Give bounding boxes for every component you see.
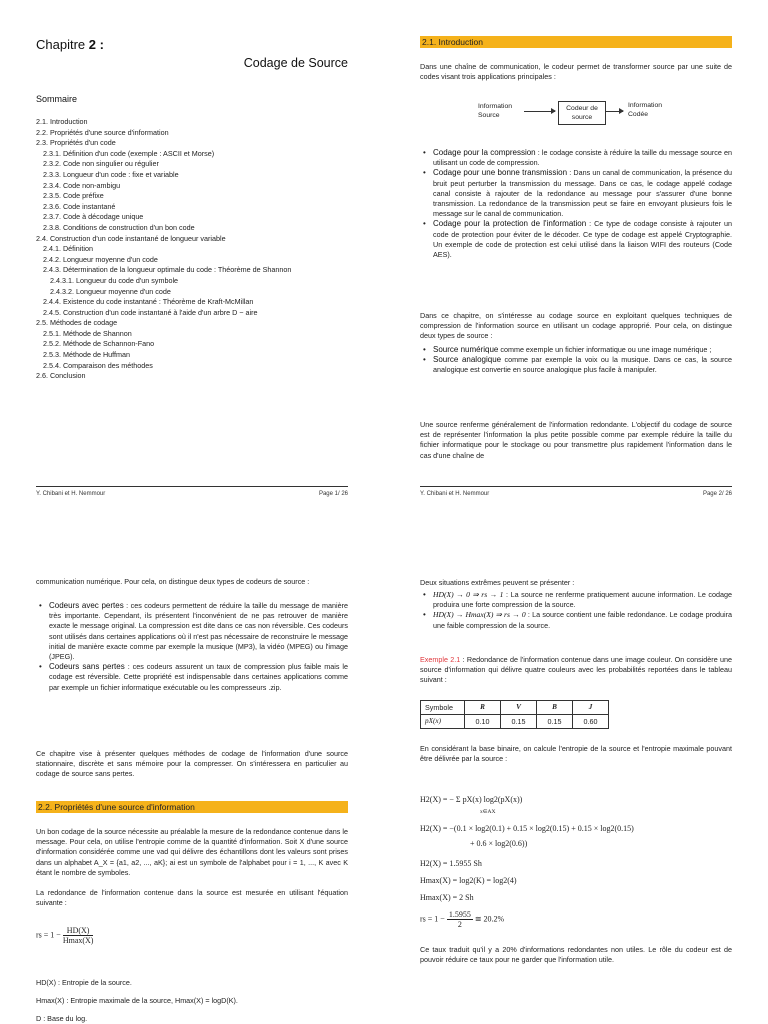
list-item xyxy=(36,662,348,693)
list-item xyxy=(420,610,732,630)
table-header-symbol: Symbole xyxy=(421,701,465,715)
extremes-intro: Deux situations extrêmes peuvent se présenter : xyxy=(420,578,575,587)
toc-entry: 2.1. Introduction xyxy=(36,117,88,126)
equation-denominator: Hmax(X) xyxy=(62,936,94,945)
max-entropy-formula: Hmax(X) = log2(K) = log2(4) xyxy=(420,876,517,885)
application-list xyxy=(420,148,732,260)
footer-divider xyxy=(420,486,732,487)
toc-entry: 2.6. Conclusion xyxy=(36,371,86,381)
toc-entry: 2.4.2. Longueur moyenne d'un code xyxy=(43,254,158,264)
entropy-intro-paragraph: Un bon codage de la source nécessite au préalable la mesure de la redondance contenue dans le message. Pour cela, on utilise l'entropie comme de la quantité d'information. Soit X d'une source d'information considérée comme une vad qui délivre des échantillons dont les valeurs sont prises dans un alphabet A_X = {a1, a2, ..., aK}; ai est un symbole de l'alphabet pour i = 1, ..., K avec K étant le nombre de symboles. xyxy=(36,827,348,877)
diagram-arrow-in xyxy=(524,111,555,112)
definition-log-base: D : Base du log. xyxy=(36,1014,88,1023)
toc-entry: 2.3.4. Code non-ambigu xyxy=(43,180,121,190)
toc-entry: 2.3.7. Code à décodage unique xyxy=(43,212,144,222)
table-cell: 0.10 xyxy=(465,715,501,729)
toc-entry: 2.3.6. Code instantané xyxy=(43,201,116,211)
toc-entry: 2.4. Construction d'un code instantané de longueur variable xyxy=(36,233,226,243)
bullet-text: : le codage consiste à réduire la taille du message source en utilisant un code de compression. xyxy=(433,148,733,168)
bullet-text: comme exemple un fichier informatique ou une image numérique ; xyxy=(498,345,712,354)
entropy-expansion: H2(X) = −(0.1 × log2(0.1) + 0.15 × log2(0.15) + 0.15 × log2(0.15) xyxy=(420,824,634,833)
table-cell: 0.15 xyxy=(501,715,537,729)
coder-type-list xyxy=(36,601,348,693)
source-type-list xyxy=(420,345,732,376)
diagram-output-label: Information Codée xyxy=(628,102,663,118)
toc-entry: 2.4.3. Détermination de la longueur optimale du code : Théorème de Shannon xyxy=(43,265,292,275)
max-entropy-result: Hmax(X) = 2 Sh xyxy=(420,893,474,902)
example-paragraph xyxy=(420,655,732,686)
bullet-term: Codage pour la compression xyxy=(433,148,536,157)
table-of-contents xyxy=(36,117,356,382)
list-item xyxy=(420,148,732,168)
bullet-math: HD(X) → Hmax(X) ⇒ rs → 0 xyxy=(433,610,526,620)
list-item xyxy=(36,601,348,662)
bullet-term: Codage pour la protection de l'information xyxy=(433,219,587,229)
toc-entry: 2.3.8. Conditions de construction d'un bon code xyxy=(43,222,195,232)
bullet-term: Codeurs sans pertes xyxy=(49,662,125,672)
toc-entry: 2.3.3. Longueur d'un code : fixe et variable xyxy=(43,169,179,179)
toc-entry: 2.3. Propriétés d'un code xyxy=(36,138,116,148)
bullet-math: HD(X) → 0 ⇒ rs → 1 xyxy=(433,590,504,599)
definition-entropy: HD(X) : Entropie de la source. xyxy=(36,978,132,987)
toc-entry: 2.3.1. Définition d'un code (exemple : ASCII et Morse) xyxy=(43,148,215,158)
table-cell: 0.60 xyxy=(573,715,609,729)
entropy-calc-paragraph: En considérant la base binaire, on calcule l'entropie de la source et l'entropie maximale pouvant être délivrée par la source : xyxy=(420,744,732,764)
entropy-formula: H2(X) = − Σ pX(x) log2(pX(x)) xyxy=(420,795,523,804)
table-cell: J xyxy=(573,701,609,715)
toc-entry: 2.2. Propriétés d'une source d'information xyxy=(36,127,169,137)
chapter-number: 2 : xyxy=(88,37,104,52)
footer-page-number: Page 1/ 26 xyxy=(318,491,348,497)
extreme-cases-list xyxy=(420,590,732,631)
toc-entry: 2.5. Méthodes de codage xyxy=(36,318,118,328)
chapter-aim-paragraph: Ce chapitre vise à présenter quelques méthodes de codage de l'information d'une source stationnaire, discrète et sans mémoire pour la compresser. On s'intéressera en particulier au codage de source sans pertes. xyxy=(36,749,348,779)
redundancy-paragraph: Une source renferme généralement de l'information redondante. L'objectif du codage de source est de représenter l'information la plus petite possible comme par exemple réduire la taille du fichier informatique pour le stockage ou pour transmettre plus rapidement l'information dans le cas d'une chaîne de xyxy=(420,420,732,460)
bullet-text: : La source contient une faible redondance. Le codage produira une faible compression de la source. xyxy=(433,610,732,630)
equation-lhs: rs = 1 − xyxy=(36,930,61,940)
redundancy-equation xyxy=(36,926,93,945)
bullet-text: : Dans un canal de communication, la présence du bruit peut perturber la transmission du message. Dans ce cas, le codage appelé codage canal consiste à rajouter de la redondance au message pour s'assurer d'une bonne transmission. La redondance de la transmission peut se faire en envoyant plusieurs fois le message sur le canal de communication. xyxy=(433,168,732,219)
equation-numerator: 1.5955 xyxy=(448,910,471,919)
chapter-heading xyxy=(36,36,104,54)
entropy-expansion-continued: + 0.6 × log2(0.6)) xyxy=(470,839,528,848)
bullet-term: Codeurs avec pertes xyxy=(49,601,124,610)
document-page-1 xyxy=(0,0,384,512)
equation-denominator: 2 xyxy=(457,920,462,929)
bullet-term: Codage pour une bonne transmission xyxy=(433,168,568,178)
footer-page-number: Page 2/ 26 xyxy=(702,491,732,497)
section-heading-properties: 2.2. Propriétés d'une source d'information xyxy=(36,801,348,813)
entropy-formula-subscript: x∈AX xyxy=(480,809,496,815)
example-text: : Redondance de l'information contenue dans une image couleur. On considère une source d'information qui délivre quatre couleurs avec les probabilités reportées dans le tableau suivant : xyxy=(420,655,733,685)
bullet-term: Source analogique xyxy=(433,355,502,365)
coder-diagram xyxy=(474,97,714,137)
toc-entry: 2.5.4. Comparaison des méthodes xyxy=(43,360,153,370)
table-cell: R xyxy=(465,701,501,715)
toc-entry: 2.4.3.2. Longueur moyenne d'un code xyxy=(50,286,171,296)
entropy-result: H2(X) = 1.5955 Sh xyxy=(420,859,482,868)
document-page-3 xyxy=(0,512,384,1024)
toc-entry: 2.5.3. Méthode de Huffman xyxy=(43,350,130,360)
chapter-label: Chapitre xyxy=(36,37,86,52)
bullet-term: Source numérique xyxy=(433,345,499,354)
footer-authors: Y. Chibani et H. Nemmour xyxy=(420,491,490,497)
toc-entry: 2.4.1. Définition xyxy=(43,244,93,254)
equation-rhs: ≅ 20.2% xyxy=(474,914,505,924)
table-cell: 0.15 xyxy=(537,715,573,729)
example-label: Exemple 2.1 xyxy=(420,655,461,664)
toc-entry: 2.4.3.1. Longueur du code d'un symbole xyxy=(50,275,179,285)
toc-entry: 2.3.5. Code préfixe xyxy=(43,191,104,201)
table-cell: B xyxy=(537,701,573,715)
list-item xyxy=(420,168,732,219)
continuation-paragraph: communication numérique. Pour cela, on distingue deux types de codeurs de source : xyxy=(36,577,310,586)
probability-table xyxy=(420,700,609,729)
toc-entry: 2.3.2. Code non singulier ou régulier xyxy=(43,159,159,169)
intro-paragraph: Dans une chaîne de communication, le codeur permet de transformer source par une suite de codes visant trois applications principales : xyxy=(420,62,732,82)
equation-lhs: rs = 1 − xyxy=(420,914,445,924)
table-cell: V xyxy=(501,701,537,715)
document-page-2 xyxy=(384,0,768,512)
equation-numerator: HD(X) xyxy=(63,926,94,936)
bullet-text: : ces codeurs assurent un taux de compression plus faible mais le codage est réversible. Cette propriété est indispensable dans certaines applications comme par exemple un fichier informatique exécutable ou les compresseurs .zip. xyxy=(49,662,348,692)
list-item xyxy=(420,355,732,375)
list-item xyxy=(420,345,732,355)
diagram-coder-box: Codeur de source xyxy=(558,101,606,125)
redundancy-measure-paragraph: La redondance de l'information contenue dans la source est mesurée en utilisant l'équation suivante : xyxy=(36,888,348,908)
footer-divider xyxy=(36,486,348,487)
list-item xyxy=(420,590,732,610)
chapter-scope-paragraph: Dans ce chapitre, on s'intéresse au codage source en exploitant quelques techniques de compression de l'information source en utilisant un codage approprié. Pour cela, on distingue deux types de source : xyxy=(420,311,732,341)
list-item xyxy=(420,219,732,260)
bullet-text: : Ce type de codage consiste à rajouter un code de protection pour éviter de le décoder. Ce type de codage est appelé Cryptographie. Un exemple de code de protection est celui utilisé dans la liaison WIFI des routeurs (Code AES). xyxy=(433,219,732,260)
definition-max-entropy: Hmax(X) : Entropie maximale de la source, Hmax(X) = logD(K). xyxy=(36,996,238,1005)
table-row xyxy=(421,715,609,729)
bullet-text: comme par exemple la voix ou la musique. Dans ce cas, la source analogique est convertie en source analogique plus facile à manipuler. xyxy=(433,355,732,375)
table-row xyxy=(421,701,609,715)
equation-fraction xyxy=(63,926,94,945)
toc-entry: 2.4.5. Construction d'un code instantané à l'aide d'un arbre D − aire xyxy=(43,307,258,317)
redundancy-result xyxy=(420,910,504,929)
toc-entry: 2.5.1. Méthode de Shannon xyxy=(43,328,132,338)
conclusion-paragraph: Ce taux traduit qu'il y a 20% d'informations redondantes non utiles. Le rôle du codeur est de pouvoir réduire ce taux pour ne garder que l'information utile. xyxy=(420,945,732,965)
toc-entry: 2.4.4. Existence du code instantané : Théorème de Kraft-McMillan xyxy=(43,297,254,307)
equation-fraction xyxy=(447,910,473,929)
section-heading-introduction: 2.1. Introduction xyxy=(420,36,732,48)
footer-authors: Y. Chibani et H. Nemmour xyxy=(36,491,106,497)
table-header-probability: pX(x) xyxy=(421,715,465,729)
sommaire-heading: Sommaire xyxy=(36,94,78,104)
document-page-4 xyxy=(384,512,768,1024)
bullet-text: : ces codeurs permettent de réduire la taille du message de manière très importante. Cependant, ils présentent l'inconvénient de ne pas retrouver de manière exacte le message original. La compression est dite dans ce cas non réversible. Ces codeurs sont utilisés dans certaines applications où il n'est pas nécessaire de reconstruire le message initial de manière exacte comme par exemple la musique (MP3), la vidéo (MPEG) ou l'image (JPEG). xyxy=(49,601,348,662)
chapter-title: Codage de Source xyxy=(243,56,348,70)
diagram-source-label: Information Source xyxy=(478,103,513,119)
diagram-arrow-out xyxy=(606,111,623,112)
bullet-text: : La source ne renferme pratiquement aucune information. Le codage produira une forte compression de la source. xyxy=(433,590,733,610)
toc-entry: 2.5.2. Méthode de Schannon-Fano xyxy=(43,339,155,349)
